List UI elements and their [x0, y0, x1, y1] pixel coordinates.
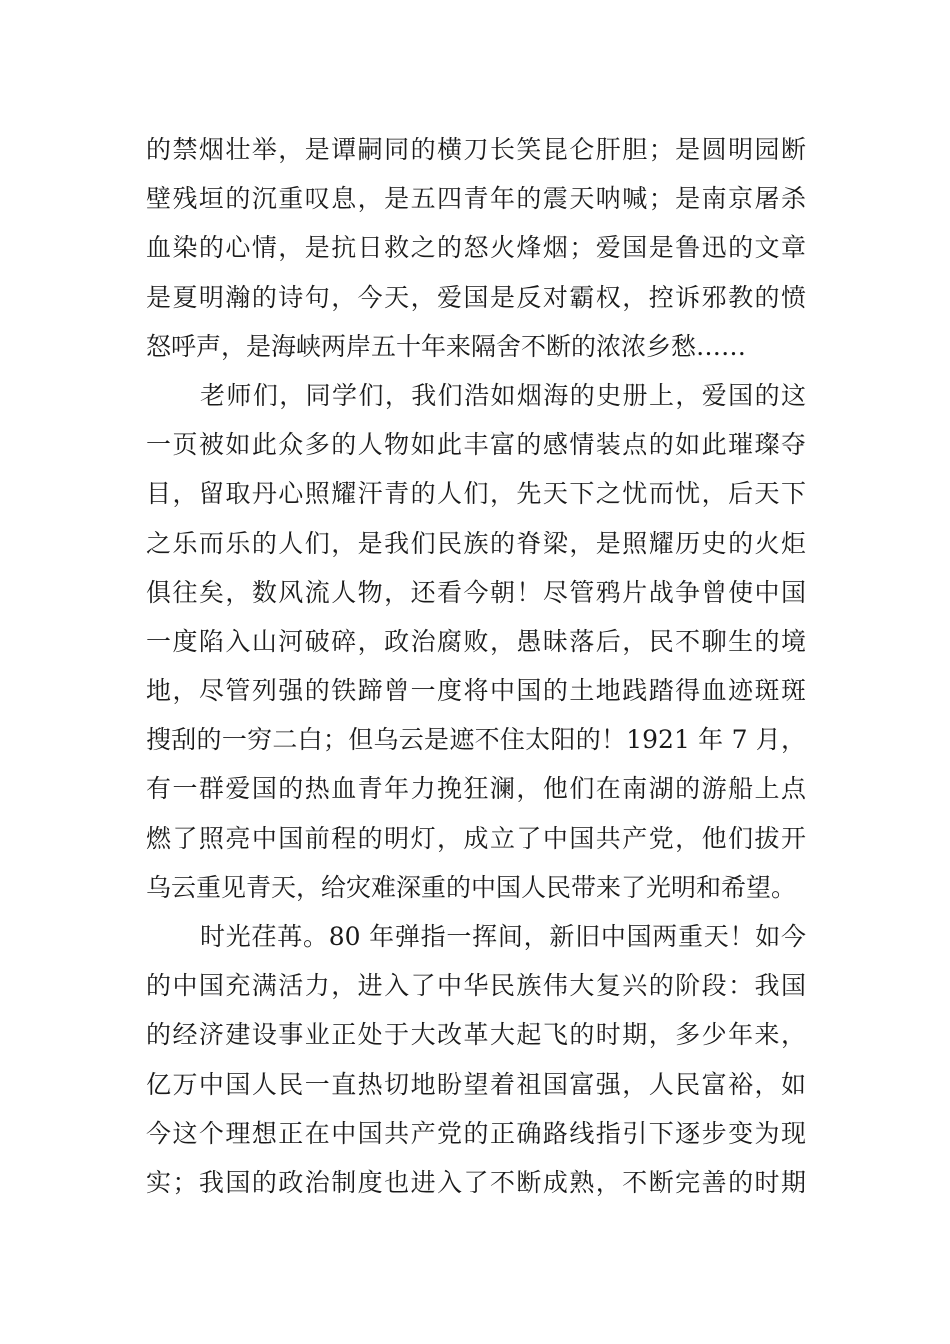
text-line: 有一群爱国的热血青年力挽狂澜，他们在南湖的游船上点: [146, 774, 806, 804]
text-line: 实；我国的政治制度也进入了不断成熟，不断完善的时期: [146, 1167, 806, 1197]
paragraph-first-line: 时光荏苒。80 年弹指一挥间，新旧中国两重天！如今: [200, 922, 806, 951]
text-line: 今这个理想正在中国共产党的正确路线指引下逐步变为现: [146, 1118, 806, 1148]
text-line: 搜刮的一穷二白；但乌云是遮不住太阳的！1921 年 7 月，: [146, 725, 806, 755]
text-line: 俱往矣，数风流人物，还看今朝！尽管鸦片战争曾使中国: [146, 577, 806, 607]
text-line: 一页被如此众多的人物如此丰富的感情装点的如此璀璨夺: [146, 430, 806, 460]
text-line: 一度陷入山河破碎，政治腐败，愚昧落后，民不聊生的境: [146, 626, 806, 656]
text-line: 燃了照亮中国前程的明灯，成立了中国共产党，他们拔开: [146, 823, 806, 853]
body-text: [146, 125, 806, 1207]
text-line: 的中国充满活力，进入了中华民族伟大复兴的阶段：我国: [146, 971, 806, 1001]
text-line: 是夏明瀚的诗句，今天，爱国是反对霸权，控诉邪教的愤: [146, 282, 806, 312]
text-line: 地，尽管列强的铁蹄曾一度将中国的土地践踏得血迹斑斑: [146, 676, 806, 706]
text-line: 怒呼声，是海峡两岸五十年来隔舍不断的浓浓乡愁……: [146, 331, 747, 361]
text-line: 目，留取丹心照耀汗青的人们，先天下之忧而忧，后天下: [146, 479, 806, 509]
text-line: 血染的心情，是抗日救之的怒火烽烟；爱国是鲁迅的文章: [146, 233, 806, 263]
paragraph-first-line: 老师们，同学们，我们浩如烟海的史册上，爱国的这: [200, 380, 806, 410]
text-line: 之乐而乐的人们，是我们民族的脊梁，是照耀历史的火炬: [146, 528, 806, 558]
text-line: 壁残垣的沉重叹息，是五四青年的震天呐喊；是南京屠杀: [146, 184, 806, 214]
text-line: 的禁烟壮举，是谭嗣同的横刀长笑昆仑肝胆；是圆明园断: [146, 135, 806, 164]
text-line: 亿万中国人民一直热切地盼望着祖国富强，人民富裕，如: [146, 1069, 806, 1099]
text-line: 乌云重见青天，给灾难深重的中国人民带来了光明和希望。: [146, 872, 797, 902]
text-line: 的经济建设事业正处于大改革大起飞的时期，多少年来，: [146, 1020, 806, 1050]
